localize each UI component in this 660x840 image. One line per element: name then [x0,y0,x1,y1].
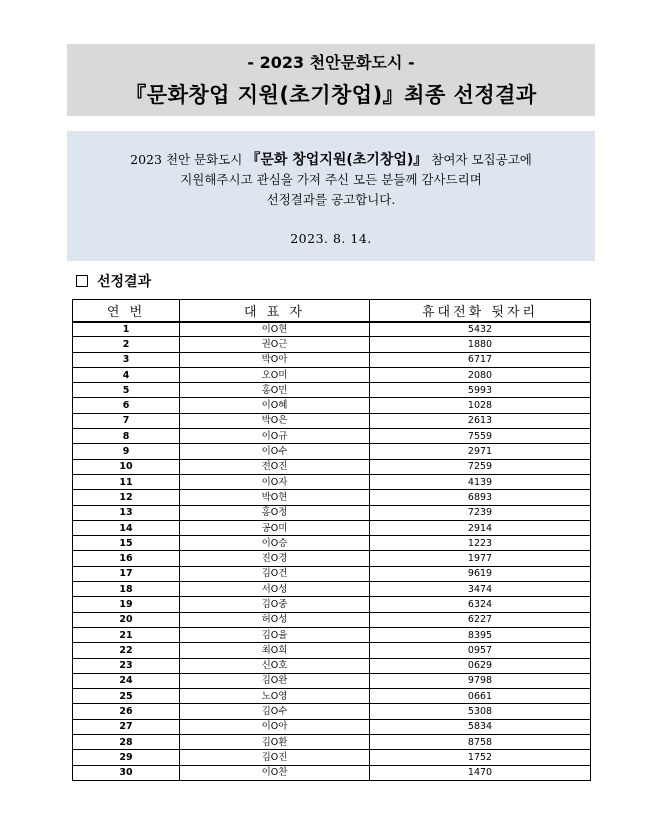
row-phone-last-digits: 0629 [370,658,591,673]
table-row [73,413,591,428]
table-body [73,322,591,781]
notice-line-2: 지원해주시고 관심을 가져 주신 모든 분들께 감사드리며 [180,172,482,187]
table-row [73,459,591,474]
table-row [73,444,591,459]
table-row [73,765,591,780]
row-representative: 이O자 [180,474,370,489]
row-number: 9 [73,444,180,459]
row-representative: 공O미 [180,520,370,535]
row-phone-last-digits: 7259 [370,459,591,474]
table-row [73,689,591,704]
table-row [73,367,591,382]
row-representative: 오O미 [180,367,370,382]
table-row [73,383,591,398]
page-title: 『문화창업 지원(초기창업)』최종 선정결과 [125,83,537,107]
table-row [73,750,591,765]
title-subtitle: - 2023 천안문화도시 - [247,53,415,72]
row-number: 10 [73,459,180,474]
row-representative: 김O율 [180,627,370,642]
table-row [73,520,591,535]
row-phone-last-digits: 3474 [370,582,591,597]
table-row [73,673,591,688]
table-row [73,337,591,352]
row-representative: 박O아 [180,352,370,367]
row-phone-last-digits: 0661 [370,689,591,704]
row-representative: 김O중 [180,597,370,612]
row-representative: 박O현 [180,490,370,505]
row-number: 3 [73,352,180,367]
header-number: 연 번 [73,300,180,322]
notice-line-3: 선정결과를 공고합니다. [266,192,396,207]
row-number: 18 [73,582,180,597]
row-representative: 허O성 [180,612,370,627]
row-phone-last-digits: 1028 [370,398,591,413]
results-table [72,299,591,781]
row-phone-last-digits: 2080 [370,367,591,382]
notice-box [67,131,595,261]
row-representative: 신O호 [180,658,370,673]
row-phone-last-digits: 8395 [370,627,591,642]
row-representative: 홍O정 [180,505,370,520]
row-phone-last-digits: 7559 [370,429,591,444]
table-row [73,536,591,551]
header-phone-last-digits: 휴대전화 뒷자리 [370,300,591,322]
row-phone-last-digits: 1223 [370,536,591,551]
row-number: 28 [73,735,180,750]
row-number: 20 [73,612,180,627]
table-row [73,566,591,581]
row-number: 30 [73,765,180,780]
table-row [73,398,591,413]
row-representative: 노O영 [180,689,370,704]
row-representative: 이O찬 [180,765,370,780]
row-phone-last-digits: 6324 [370,597,591,612]
row-number: 29 [73,750,180,765]
table-row [73,352,591,367]
table-row [73,582,591,597]
row-representative: 이O현 [180,322,370,337]
table-row [73,474,591,489]
row-representative: 이O승 [180,536,370,551]
table-row [73,505,591,520]
row-number: 16 [73,551,180,566]
row-number: 12 [73,490,180,505]
row-phone-last-digits: 5993 [370,383,591,398]
row-representative: 이O수 [180,444,370,459]
row-number: 11 [73,474,180,489]
row-number: 13 [73,505,180,520]
notice-program-name: 『문화 창업지원(초기창업)』 [246,152,428,168]
row-phone-last-digits: 2914 [370,520,591,535]
row-phone-last-digits: 6227 [370,612,591,627]
row-number: 26 [73,704,180,719]
table-row [73,704,591,719]
row-number: 14 [73,520,180,535]
row-phone-last-digits: 6893 [370,490,591,505]
row-phone-last-digits: 9798 [370,673,591,688]
row-representative: 이O혜 [180,398,370,413]
row-representative: 전O진 [180,459,370,474]
table-row [73,597,591,612]
row-phone-last-digits: 0957 [370,643,591,658]
row-representative: 김O완 [180,673,370,688]
notice-line-1-suffix: 참여자 모집공고에 [431,152,532,167]
table-row [73,627,591,642]
row-number: 8 [73,429,180,444]
table-row [73,658,591,673]
row-representative: 김O환 [180,735,370,750]
row-number: 4 [73,367,180,382]
row-number: 23 [73,658,180,673]
row-number: 5 [73,383,180,398]
table-row [73,551,591,566]
row-phone-last-digits: 1470 [370,765,591,780]
row-representative: 김O수 [180,704,370,719]
title-banner [67,44,595,116]
row-phone-last-digits: 5834 [370,719,591,734]
section-heading-label: 선정결과 [97,274,152,290]
checkbox-icon [76,275,88,287]
row-number: 15 [73,536,180,551]
row-number: 24 [73,673,180,688]
row-phone-last-digits: 9619 [370,566,591,581]
row-phone-last-digits: 1752 [370,750,591,765]
row-number: 17 [73,566,180,581]
table-row [73,735,591,750]
row-phone-last-digits: 4139 [370,474,591,489]
row-number: 19 [73,597,180,612]
row-number: 27 [73,719,180,734]
row-representative: 최O희 [180,643,370,658]
table-row [73,719,591,734]
notice-line-1-prefix: 2023 천안 문화도시 [130,152,243,167]
row-number: 6 [73,398,180,413]
notice-line-1 [67,150,595,170]
row-number: 7 [73,413,180,428]
row-phone-last-digits: 6717 [370,352,591,367]
row-representative: 이O아 [180,719,370,734]
row-phone-last-digits: 1880 [370,337,591,352]
row-number: 21 [73,627,180,642]
row-number: 2 [73,337,180,352]
row-phone-last-digits: 2971 [370,444,591,459]
row-phone-last-digits: 7239 [370,505,591,520]
row-representative: 권O근 [180,337,370,352]
row-representative: 서O성 [180,582,370,597]
notice-date: 2023. 8. 14. [290,231,372,246]
row-representative: 홍O민 [180,383,370,398]
row-number: 1 [73,322,180,337]
table-header-row [73,300,591,322]
section-heading [76,270,151,292]
row-representative: 이O규 [180,429,370,444]
header-representative: 대 표 자 [180,300,370,322]
row-phone-last-digits: 1977 [370,551,591,566]
table-row [73,429,591,444]
table-row [73,643,591,658]
row-representative: 박O은 [180,413,370,428]
table-row [73,322,591,337]
row-phone-last-digits: 2613 [370,413,591,428]
row-number: 25 [73,689,180,704]
row-representative: 김O진 [180,750,370,765]
row-phone-last-digits: 8758 [370,735,591,750]
row-representative: 진O경 [180,551,370,566]
table-row [73,612,591,627]
table-row [73,490,591,505]
row-representative: 김O건 [180,566,370,581]
row-phone-last-digits: 5308 [370,704,591,719]
row-number: 22 [73,643,180,658]
row-phone-last-digits: 5432 [370,322,591,337]
